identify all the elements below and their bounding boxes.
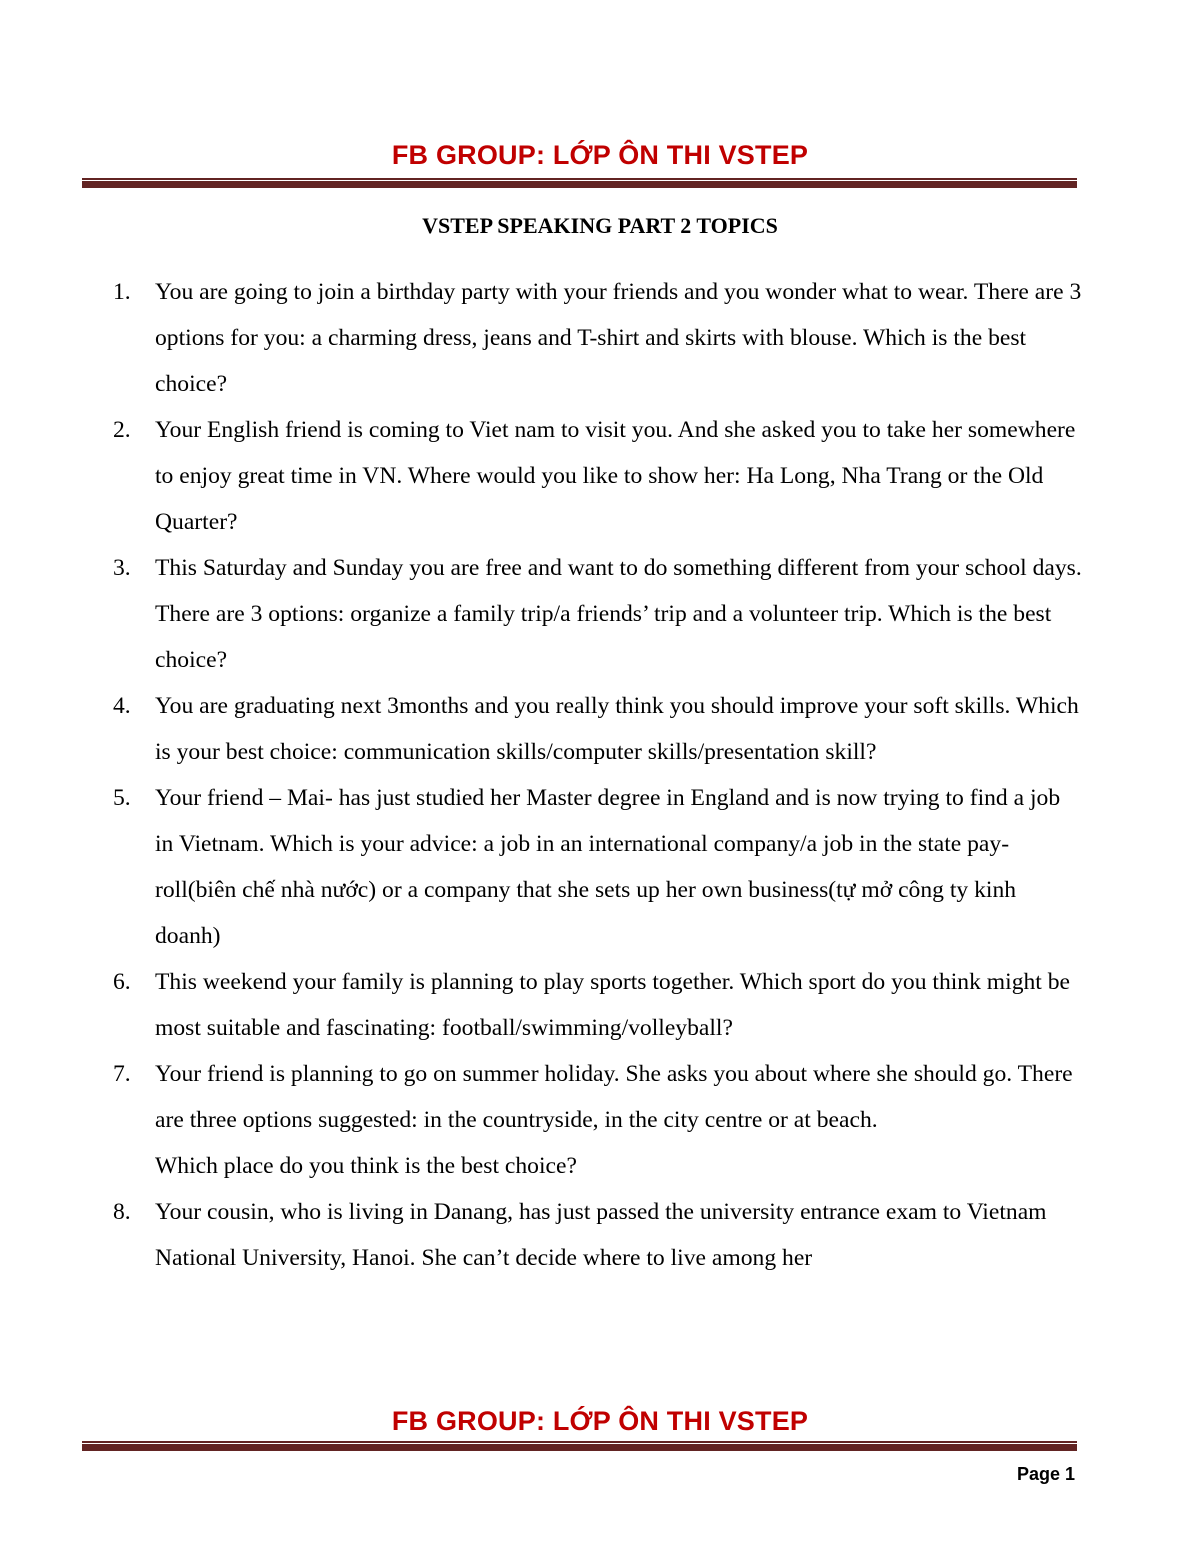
header-rule-thin [82, 178, 1077, 180]
page-number: Page 1 [1016, 1464, 1075, 1484]
list-item [113, 545, 1083, 683]
footer-rule-thick [82, 1444, 1077, 1451]
list-item [113, 1189, 1083, 1281]
topic-number: 7. [113, 1061, 131, 1087]
list-item [113, 683, 1083, 775]
footer-rule-thin [82, 1441, 1077, 1443]
topic-text: Your friend is planning to go on summer holiday. She asks you about where she should go. There are three options suggested: in the countryside, in the city centre or at beach. [155, 1061, 1073, 1133]
topic-number: 5. [113, 785, 131, 811]
header-rule-thick [82, 181, 1077, 188]
topic-number: 4. [113, 693, 131, 719]
topic-number: 3. [113, 555, 131, 581]
document-title: VSTEP SPEAKING PART 2 TOPICS [422, 213, 778, 238]
header-title: FB GROUP: LỚP ÔN THI VSTEP [391, 140, 809, 170]
topic-text: This weekend your family is planning to play sports together. Which sport do you think might be most suitable and fascinating: football/swimming/volleyball? [155, 969, 1071, 1041]
list-item [113, 407, 1083, 545]
topic-text: Your cousin, who is living in Danang, has just passed the university entrance exam to Vietnam National University, Hanoi. She can’t decide where to live among her [155, 1199, 1047, 1271]
footer-title: FB GROUP: LỚP ÔN THI VSTEP [391, 1406, 809, 1436]
topic-text: This Saturday and Sunday you are free and want to do something different from your school days. There are 3 options: organize a family trip/a friends’ trip and a volunteer trip. Which is the best choice? [155, 555, 1082, 673]
topic-text: You are going to join a birthday party with your friends and you wonder what to wear. There are 3 options for you: a charming dress, jeans and T-shirt and skirts with blouse. Which is the best choice? [155, 279, 1082, 397]
topic-number: 6. [113, 969, 131, 995]
topic-list [113, 269, 1083, 1281]
topic-number: 1. [113, 279, 131, 305]
list-item [113, 1051, 1083, 1189]
topic-text: You are graduating next 3months and you really think you should improve your soft skills. Which is your best choice: communication skills/computer skills/presentation skill? [155, 693, 1079, 765]
topic-text: Your English friend is coming to Viet nam to visit you. And she asked you to take her somewhere to enjoy great time in VN. Where would you like to show her: Ha Long, Nha Trang or the Old Quarter? [155, 417, 1076, 535]
topic-followup-question: Which place do you think is the best choice? [155, 1153, 577, 1179]
topic-number: 2. [113, 417, 131, 443]
topic-number: 8. [113, 1199, 131, 1225]
list-item [113, 269, 1083, 407]
topic-text: Your friend – Mai- has just studied her Master degree in England and is now trying to find a job in Vietnam. Which is your advice: a job in an international company/a job in the state pay-roll(biên chế nhà nước) or a company that she sets up her own business(tự mở công ty kinh doanh) [155, 785, 1061, 949]
list-item [113, 959, 1083, 1051]
list-item [113, 775, 1083, 959]
